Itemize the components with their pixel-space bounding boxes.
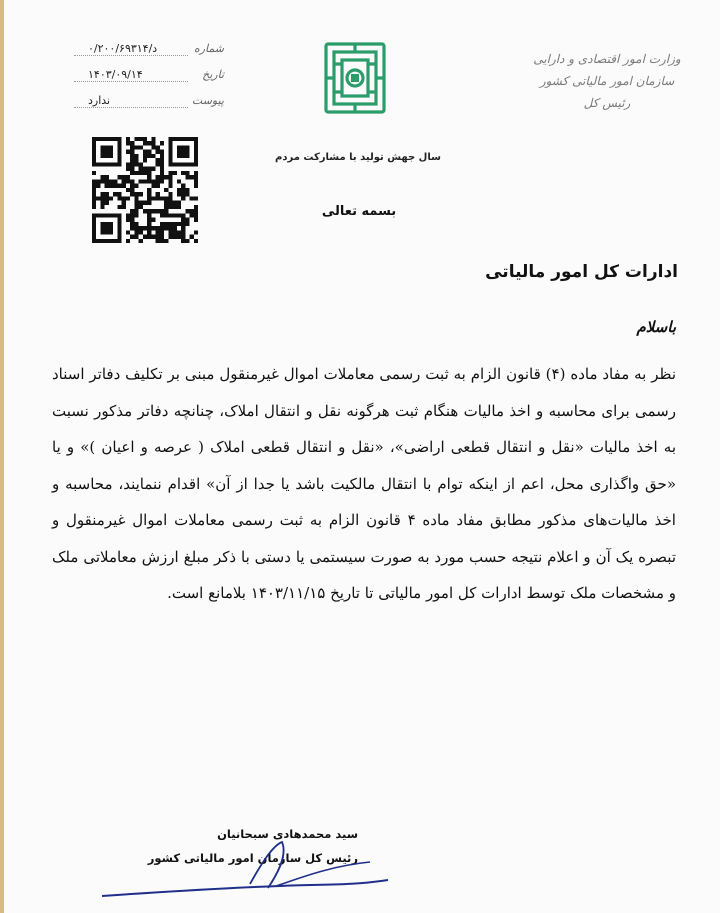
number-label: شماره [193,42,224,55]
letter-metadata [74,42,224,120]
letterhead-position: رئیس کل [583,96,631,110]
meta-number [74,42,224,68]
tax-organization-emblem-icon [322,40,388,116]
signatory-title: رئیس کل سازمان امور مالیاتی کشور [147,851,358,865]
attachment-label: پیوست [191,94,224,107]
letterhead [522,48,692,114]
meta-date [74,68,224,94]
meta-attachment [74,94,224,120]
recipient: ادارات کل امور مالیاتی [485,262,678,282]
qr-code-icon [90,137,200,243]
handwritten-signature-icon [100,836,390,906]
date-label: تاریخ [202,68,224,81]
letter-page [4,0,720,913]
letterhead-ministry: وزارت امور اقتصادی و دارایی [533,52,681,66]
signatory-name: سید محمدهادی سبحانیان [217,827,358,841]
year-slogan: سال جهش تولید با مشارکت مردم [275,152,441,163]
basmala: بسمه تعالی [321,204,397,219]
body-paragraph: نظر به مفاد ماده (۴) قانون الزام به ثبت رسمی معاملات اموال غیرمنقول مبنی بر تکلیف دفاتر اسناد رسمی برای محاسبه و اخذ مالیات هنگام ثبت هرگونه نقل و انتقال املاک، چنانچه دفاتر مذکور نسبت به اخذ مالیات «نقل و انتقال قطعی اراضی»، «نقل و انتقال قطعی املاک ( عرصه و اعیان )» و یا «حق واگذاری محل، اعم از اینکه توام با انتقال مالکیت باشد یا جدا از آن» اقدام ننمایند، محاسبه و اخذ مالیات‌های مذکور مطابق مفاد ماده ۴ قانون الزام به ثبت رسمی معاملات اموال غیرمنقول و تبصره یک آن و اعلام نتیجه حسب مورد به صورت سیستمی یا دستی با ذکر مبلغ ارزش معاملاتی ملک و مشخصات ملک توسط ادارات کل امور مالیاتی تا تاریخ ۱۴۰۳/۱۱/۱۵ بلامانع است. [52,365,676,602]
letter-number: ۰/۲۰۰/۶۹۳۱۴/د [74,42,188,56]
attachment-value: ندارد [74,94,188,108]
greeting: باسلام [636,318,676,336]
letterhead-organization: سازمان امور مالیاتی کشور [539,74,675,88]
letter-body [52,356,676,612]
letter-date: ۱۴۰۳/۰۹/۱۴ [74,68,188,82]
